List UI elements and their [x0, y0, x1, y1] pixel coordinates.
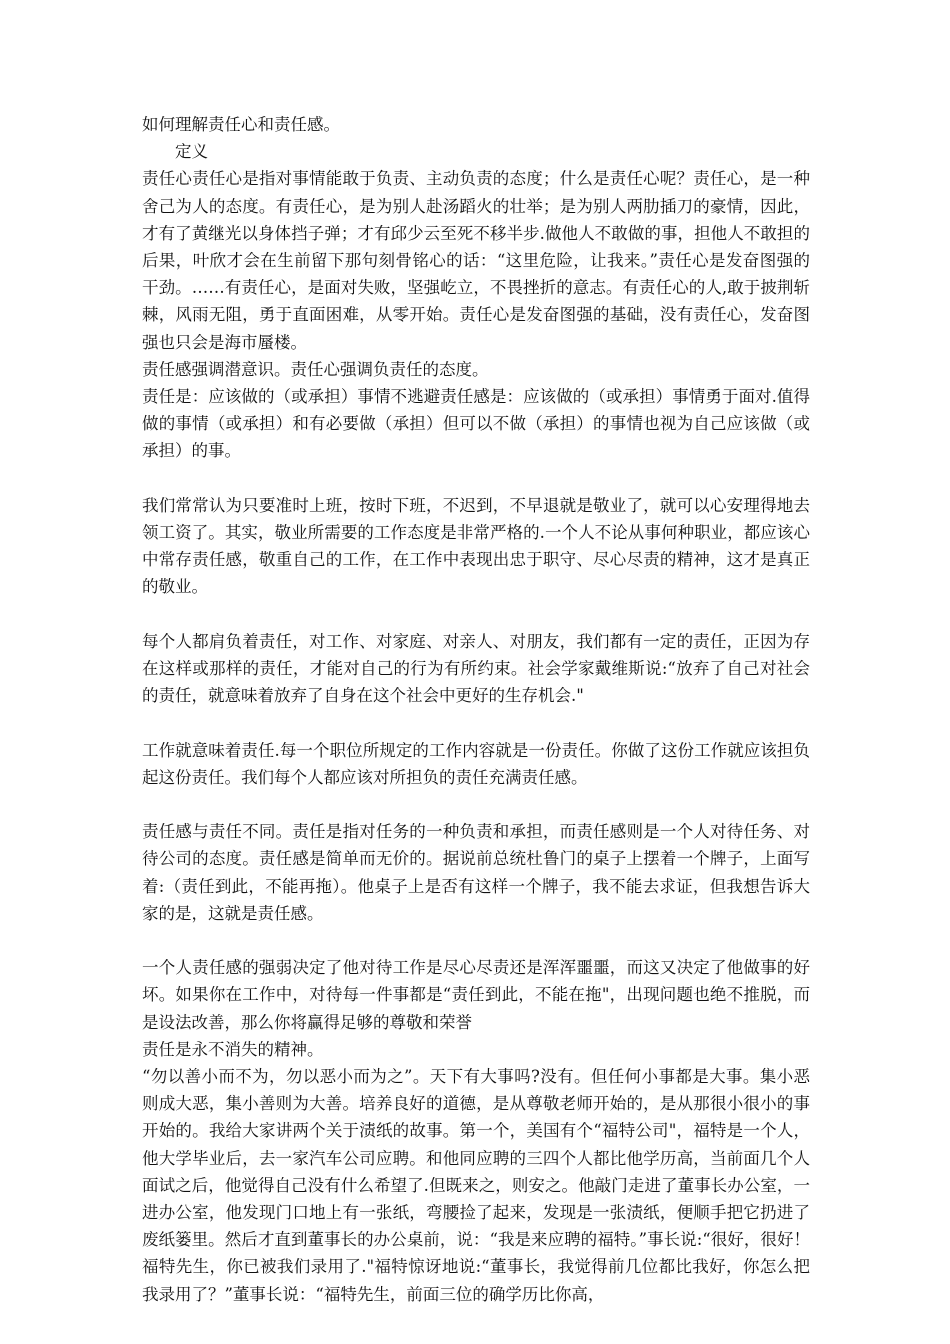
- paragraph-spacer: [142, 791, 810, 818]
- paragraph: 责任心责任心是指对事情能敢于负责、主动负责的态度；什么是责任心呢？责任心，是一种舍己为人的态度。有责任心，是为别人赴汤蹈火的壮举；是为别人两肋插刀的豪情，因此，才有了黄继光以身体挡子弹；才有邱少云至死不移半步.做他人不敢做的事，担他人不敢担的后果，叶欣才会在生前留下那句刻骨铭心的话：“这里危险，让我来。”责任心是发奋图强的干劲。……有责任心，是面对失败，坚强屹立，不畏挫折的意志。有责任心的人,敢于披荆斩棘，风雨无阻，勇于直面困难，从零开始。责任心是发奋图强的基础，没有责任心，发奋图强也只会是海市蜃楼。: [142, 169, 810, 352]
- paragraph-spacer: [142, 601, 810, 628]
- paragraph: 责任感与责任不同。责任是指对任务的一种负责和承担，而责任感则是一个人对待任务、对待公司的态度。责任感是简单而无价的。据说前总统杜鲁门的桌子上摆着一个牌子，上面写着:（责任到此，不能再拖）。他桌子上是否有这样一个牌子，我不能去求证，但我想告诉大家的是，这就是责任感。: [142, 822, 810, 923]
- paragraph-spacer: [142, 927, 810, 954]
- paragraph: 责任是永不消失的精神。: [142, 1039, 324, 1059]
- paragraph: 责任是：应该做的（或承担）事情不逃避责任感是：应该做的（或承担）事情勇于面对.值得做的事情（或承担）和有必要做（承担）但可以不做（承担）的事情也视为自己应该做（或承担）的事。: [142, 387, 810, 461]
- paragraph: 工作就意味着责任.每一个职位所规定的工作内容就是一份责任。你做了这份工作就应该担负起这份责任。我们每个人都应该对所担负的责任充满责任感。: [142, 740, 810, 787]
- paragraph: 责任感强调潜意识。责任心强调负责任的态度。: [142, 359, 489, 379]
- paragraph-spacer: [142, 465, 810, 492]
- definition-label: 定义: [175, 142, 208, 162]
- paragraph: 每个人都肩负着责任，对工作、对家庭、对亲人、对朋友，我们都有一定的责任，正因为存在这样或那样的责任，才能对自己的行为有所约束。社会学家戴维斯说:“放弃了自己对社会的责任，就意味着放弃了自身在这个社会中更好的生存机会.": [142, 631, 810, 706]
- document-title: 如何理解责任心和责任感。: [142, 115, 340, 134]
- document-body: [142, 111, 810, 1308]
- paragraph: 一个人责任感的强弱决定了他对待工作是尽心尽责还是浑浑噩噩，而这又决定了他做事的好坏。如果你在工作中，对待每一件事都是“责任到此，不能在拖"，出现问题也绝不推脱，而是设法改善，那么你将赢得足够的尊敬和荣誉: [142, 958, 810, 1032]
- paragraph-spacer: [142, 709, 810, 736]
- paragraph: “勿以善小而不为，勿以恶小而为之”。天下有大事吗?没有。但任何小事都是大事。集小恶则成大恶，集小善则为大善。培养良好的道德，是从尊敬老师开始的，是从那很小很小的事开始的。我给大家讲两个关于渍纸的故事。第一个，美国有个“福特公司"，福特是一个人，他大学毕业后，去一家汽车公司应聘。和他同应聘的三四个人都比他学历高，当前面几个人面试之后，他觉得自己没有什么希望了.但既来之，则安之。他敲门走进了董事长办公室，一进办公室，他发现门口地上有一张纸，弯腰捡了起来，发现是一张渍纸，便顺手把它扔进了废纸篓里。然后才直到董事长的办公桌前，说：“我是来应聘的福特。”事长说:“很好，很好！福特先生，你已被我们录用了."福特惊讶地说:“董事长，我觉得前几位都比我好，你怎么把我录用了？”董事长说：“福特先生，前面三位的确学历比你高，: [142, 1067, 810, 1304]
- paragraph: 我们常常认为只要准时上班，按时下班，不迟到，不早退就是敬业了，就可以心安理得地去领工资了。其实，敬业所需要的工作态度是非常严格的.一个人不论从事何种职业，都应该心中常存责任感，敬重自己的工作，在工作中表现出忠于职守、尽心尽责的精神，这才是真正的敬业。: [142, 495, 810, 597]
